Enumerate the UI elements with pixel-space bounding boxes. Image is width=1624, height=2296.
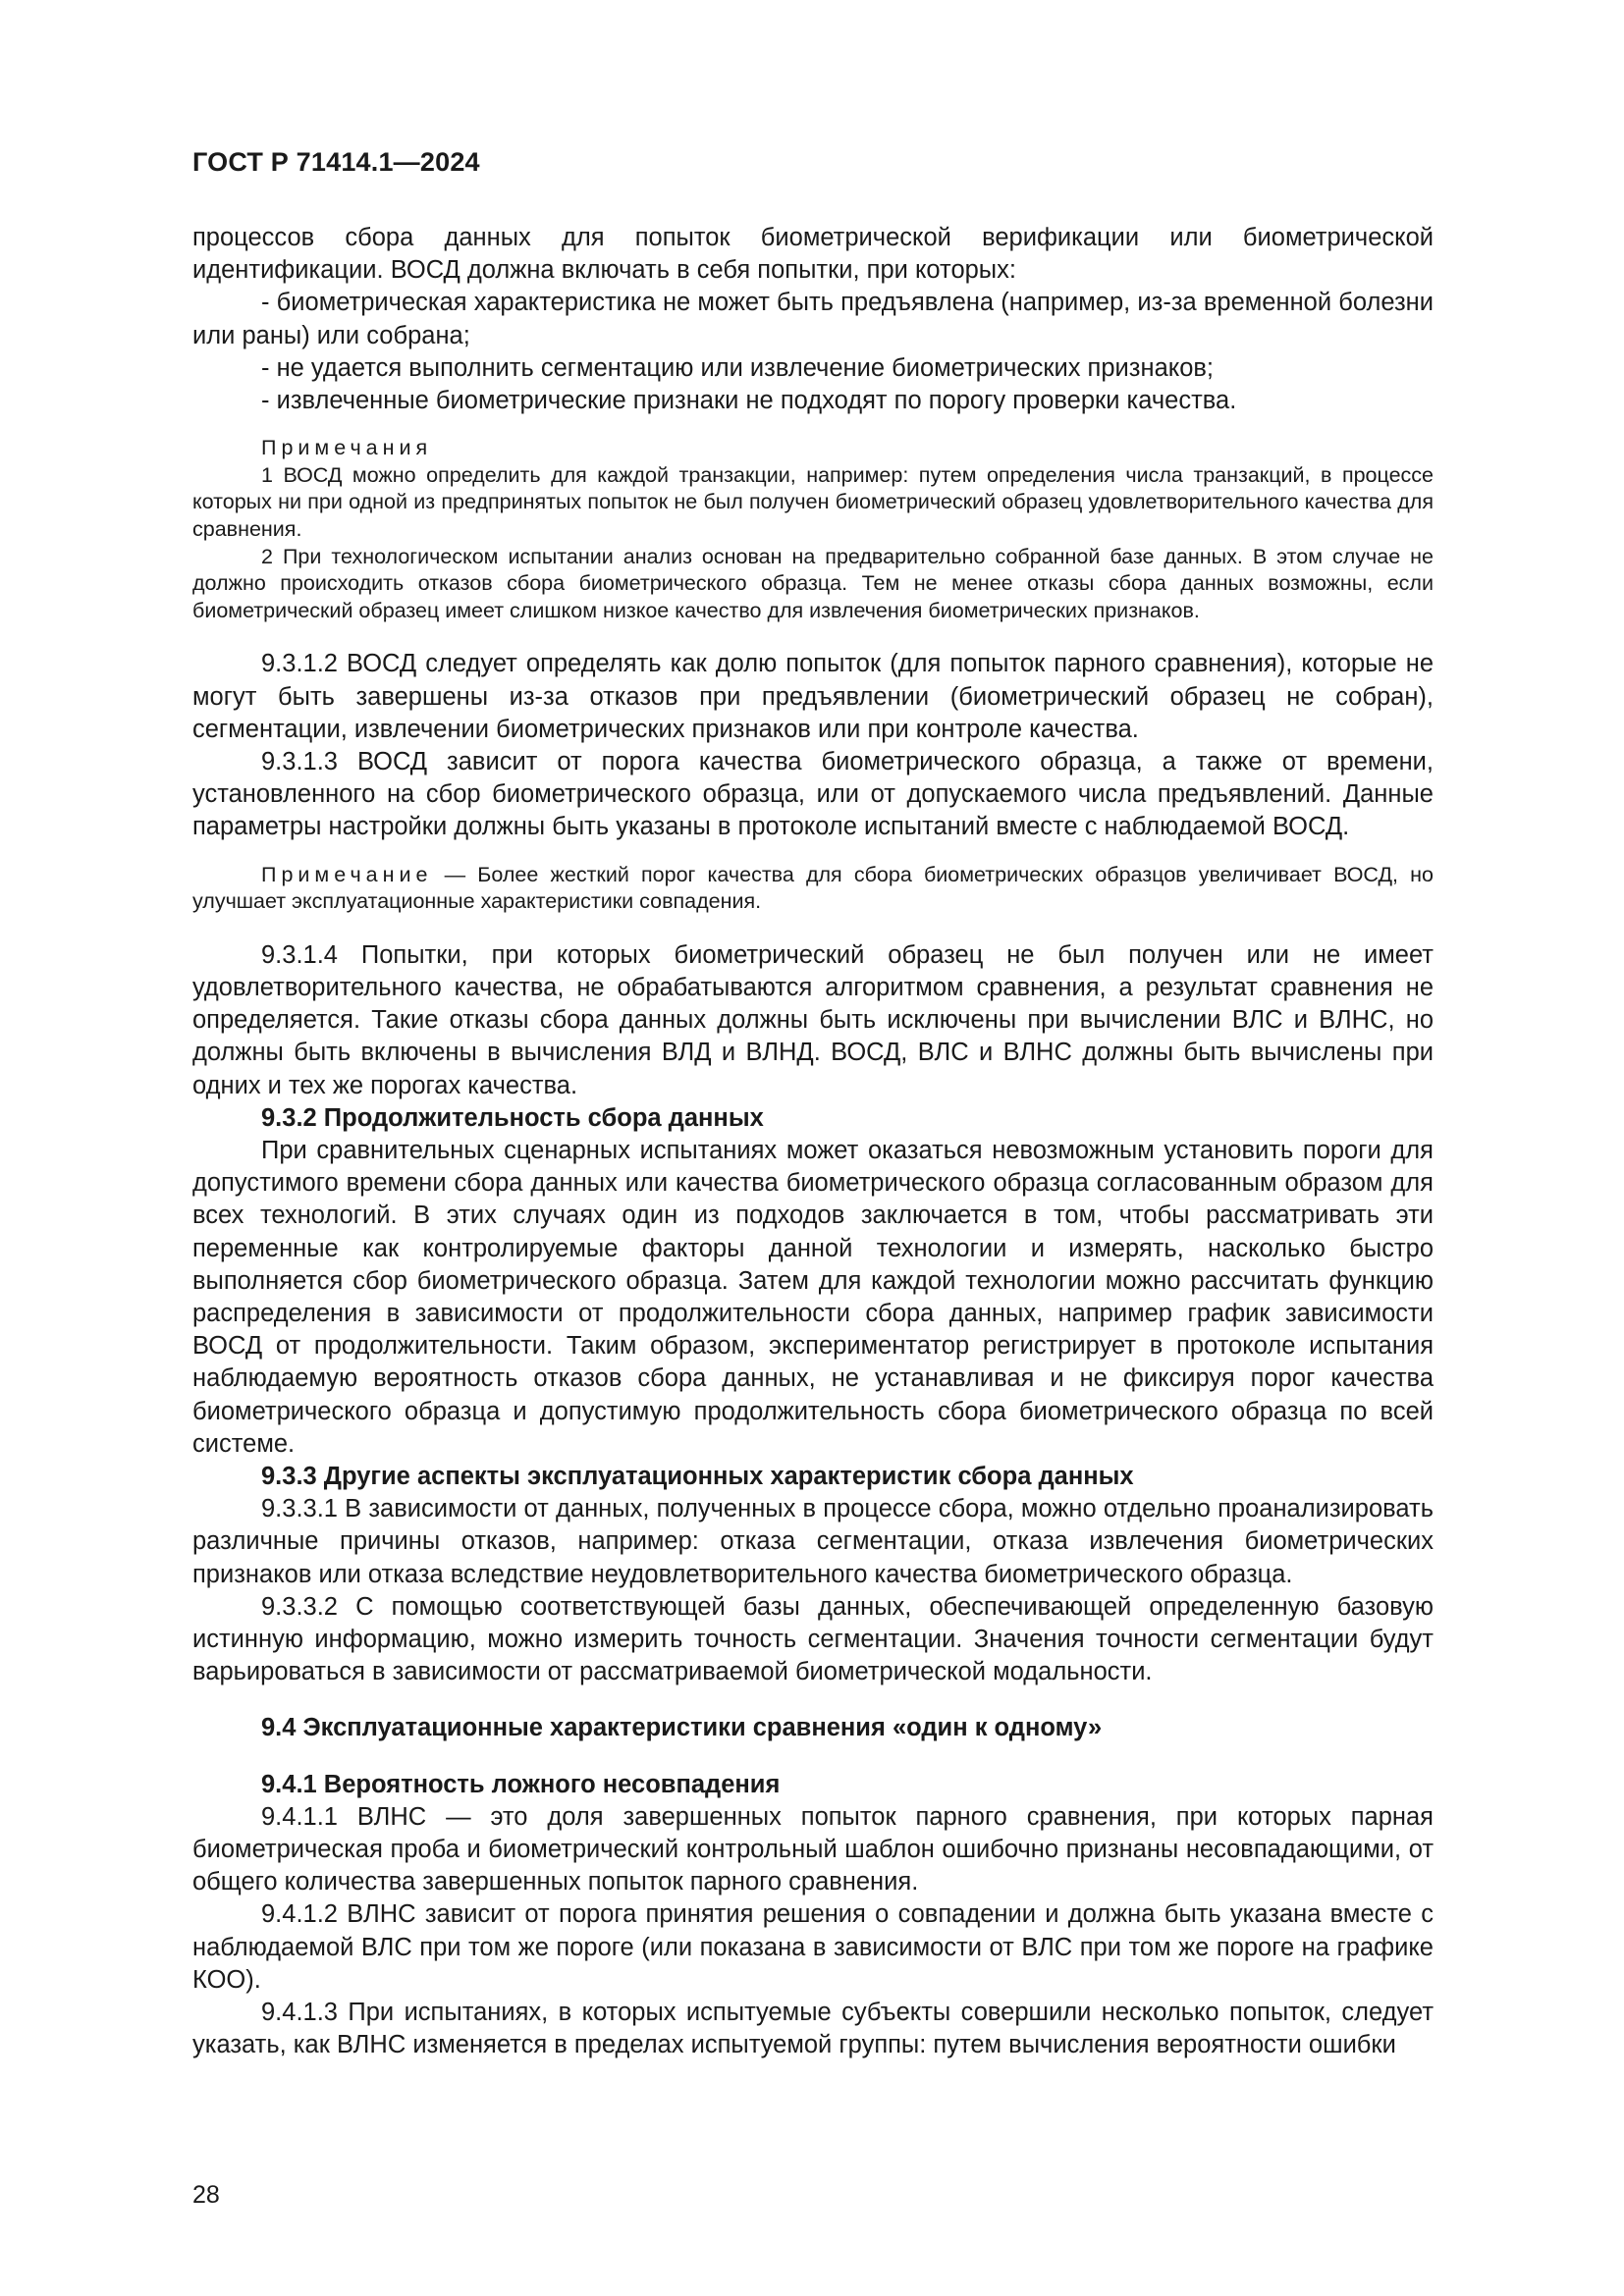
paragraph-9-3-3-1: 9.3.3.1 В зависимости от данных, полученных в процессе сбора, можно отдельно проанализировать различные причины отказов, например: отказа сегментации, отказа извлечения биометрических признаков или отказа вследствие неудовлетворительного качества биометрического образца. <box>192 1495 1434 1588</box>
bullet-item: - не удается выполнить сегментацию или извлечение биометрических признаков; <box>261 353 1215 382</box>
page-number: 28 <box>192 2181 220 2209</box>
paragraph-9-4-1-3: 9.4.1.3 При испытаниях, в которых испытуемые субъекты совершили несколько попыток, следует указать, как ВЛНС изменяется в пределах испытуемой группы: путем вычисления вероятности ошибки <box>192 1999 1434 2059</box>
paragraph-9-3-2: При сравнительных сценарных испытаниях может оказаться невозможным установить пороги для допустимого времени сбора данных или качества биометрического образца согласованным образом для всех технологий. В этих случаях один из подходов заключается в том, чтобы рассматривать эти переменные как контролируемые факторы данной технологии и измерять, насколько быстро выполняется сбор биометрического образца. Затем для каждой технологии можно рассчитать функцию распределения в зависимости от продолжительности сбора данных, например график зависимости ВОСД от продолжительности. Таким образом, экспериментатор регистрирует в протоколе испытания наблюдаемую вероятность отказов сбора данных, не устанавливая и не фиксируя порог качества биометрического образца и допустимую продолжительность сбора биометрического образца по всей системе. <box>192 1137 1434 1458</box>
note-item: 2 При технологическом испытании анализ основан на предварительно собранной базе данных. В этом случае не должно происходить отказов сбора биометрического образца. Тем не менее отказы сбора данных возможны, если биометрический образец имеет слишком низкое качество для извлечения биометрических признаков. <box>192 544 1434 622</box>
paragraph-9-3-1-3: 9.3.1.3 ВОСД зависит от порога качества биометрического образца, а также от времени, установленного на сбор биометрического образца, или от допускаемого числа предъявлений. Данные параметры настройки должны быть указаны в протоколе испытаний вместе с наблюдаемой ВОСД. <box>192 747 1434 841</box>
note-item: 1 ВОСД можно определить для каждой транзакции, например: путем определения числа транзакций, в процессе которых ни при одной из предпринятых попыток не был получен биометрический образец удовлетворительного качества для сравнения. <box>192 462 1434 541</box>
heading-9-4: 9.4 Эксплуатационные характеристики сравнения «один к одному» <box>261 1714 1103 1742</box>
heading-9-3-3: 9.3.3 Другие аспекты эксплуатационных характеристик сбора данных <box>261 1463 1134 1491</box>
paragraph-9-3-1-4: 9.3.1.4 Попытки, при которых биометрический образец не был получен или не имеет удовлетворительного качества, не обрабатываются алгоритмом сравнения, а результат сравнения не определяется. Такие отказы сбора данных должны быть исключены при вычислении ВЛС и ВЛНС, но должны быть включены в вычисления ВЛД и ВЛНД. ВОСД, ВЛС и ВЛНС должны быть вычислены при одних и тех же порогах качества. <box>192 940 1434 1099</box>
heading-9-3-2: 9.3.2 Продолжительность сбора данных <box>261 1103 764 1132</box>
bullet-item: - биометрическая характеристика не может быть предъявлена (например, из-за временной болезни или раны) или собрана; <box>192 289 1434 349</box>
document-code-header: ГОСТ Р 71414.1—2024 <box>192 147 480 177</box>
paragraph-9-3-3-2: 9.3.3.2 С помощью соответствующей базы данных, обеспечивающей определенную базовую истинную информацию, можно измерить точность сегментации. Значения точности сегментации будут варьироваться в зависимости от рассматриваемой биометрической модальности. <box>192 1592 1434 1686</box>
note-paragraph <box>192 862 1434 916</box>
paragraph-9-4-1-2: 9.4.1.2 ВЛНС зависит от порога принятия решения о совпадении и должна быть указана вместе с наблюдаемой ВЛС при том же пороге (или показана в зависимости от ВЛС при том же пороге на графике КОО). <box>192 1900 1434 1994</box>
notes-block <box>192 435 1434 624</box>
heading-9-4-1: 9.4.1 Вероятность ложного несовпадения <box>261 1770 781 1798</box>
notes-title: Примечания <box>261 436 433 460</box>
note-text: — Более жесткий порог качества для сбора биометрических образцов увеличивает ВОСД, но улучшает эксплуатационные характеристики совпадения. <box>192 862 1434 914</box>
single-note-block <box>192 862 1434 916</box>
note-label: Примечание <box>261 862 433 886</box>
paragraph-9-4-1-1: 9.4.1.1 ВЛНС — это доля завершенных попыток парного сравнения, при которых парная биометрическая проба и биометрический контрольный шаблон ошибочно признаны несовпадающими, от общего количества завершенных попыток парного сравнения. <box>192 1802 1434 1896</box>
paragraph-9-3-1-2: 9.3.1.2 ВОСД следует определять как долю попыток (для попыток парного сравнения), которые не могут быть завершены из-за отказов при предъявлении (биометрический образец не собран), сегментации, извлечении биометрических признаков или при контроле качества. <box>192 650 1434 743</box>
document-body <box>192 222 1434 2061</box>
paragraph-intro: процессов сбора данных для попыток биометрической верификации или биометрической идентификации. ВОСД должна включать в себя попытки, при которых: <box>192 224 1434 285</box>
bullet-item: - извлеченные биометрические признаки не подходят по порогу проверки качества. <box>261 387 1237 415</box>
